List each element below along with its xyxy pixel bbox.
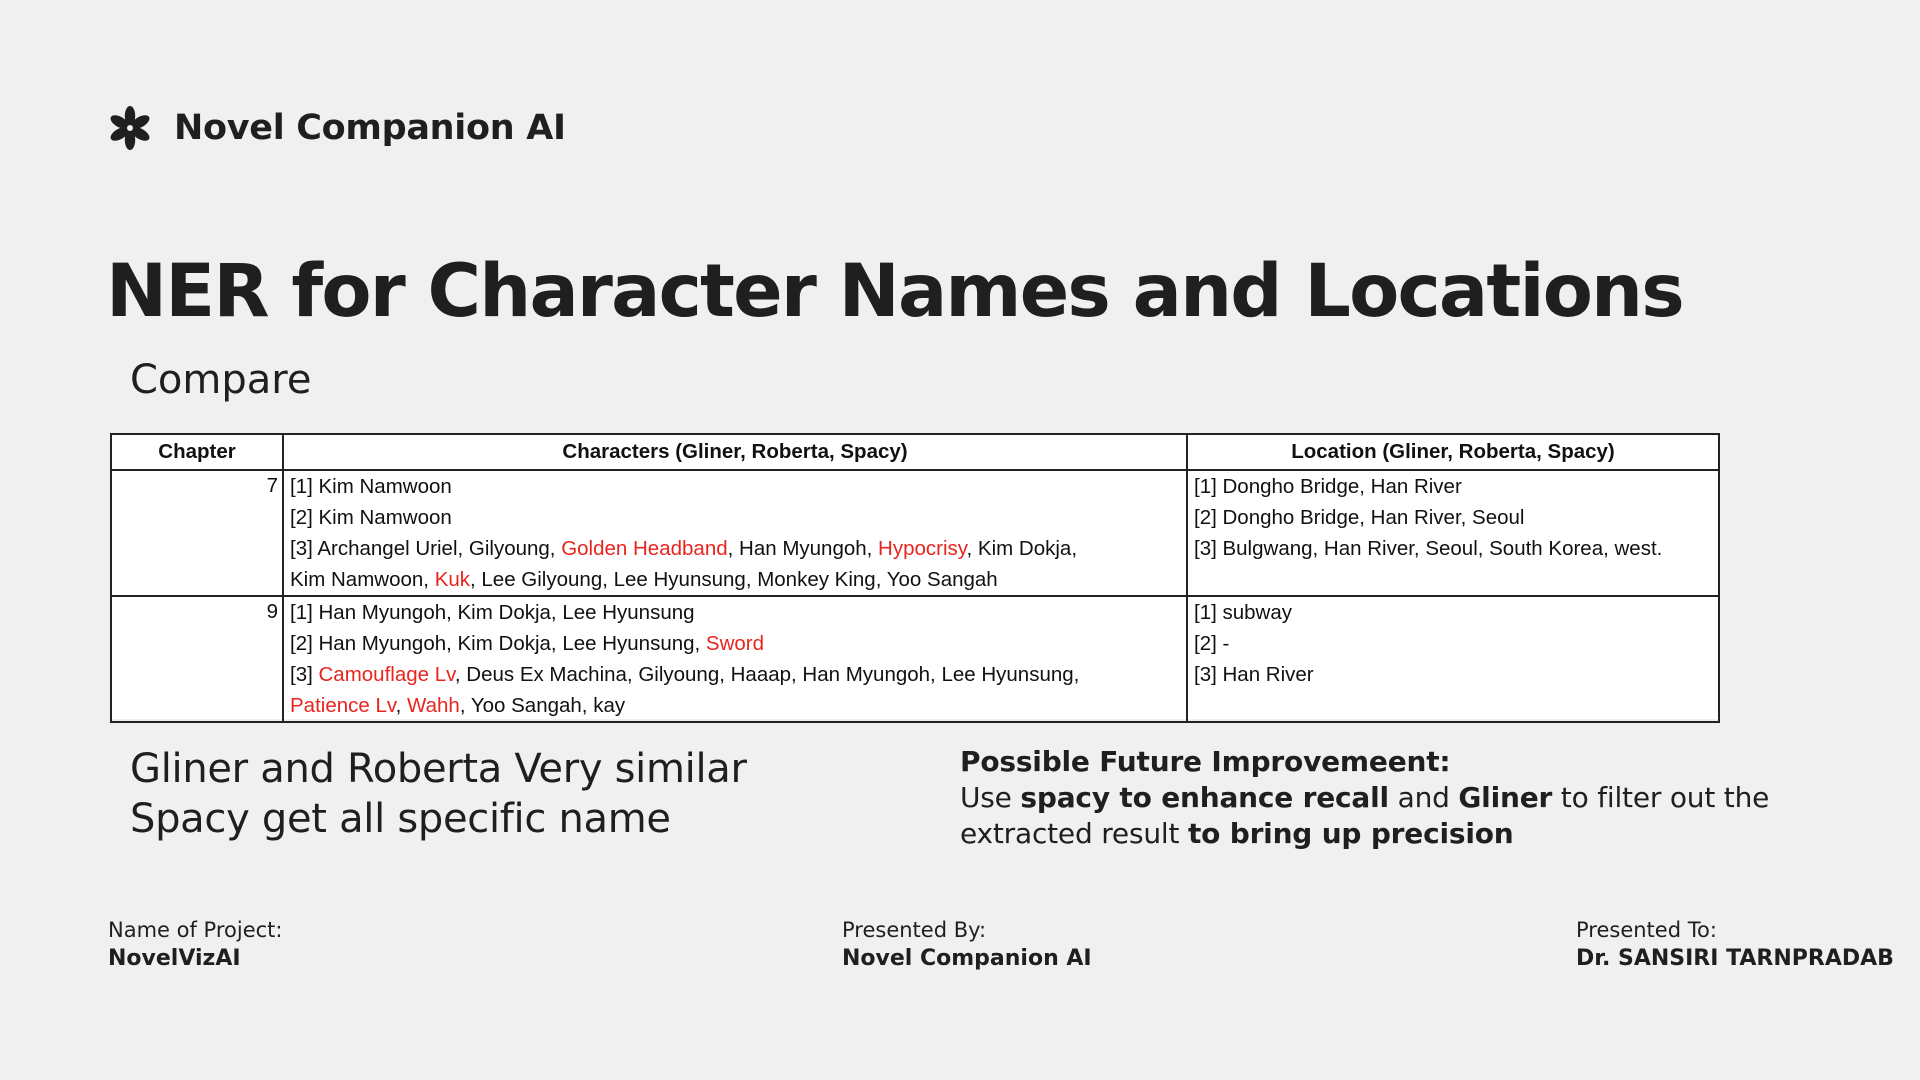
characters-line xyxy=(290,502,1180,533)
ner-comparison-table-image xyxy=(110,433,1718,719)
characters-cell xyxy=(283,470,1187,596)
characters-line xyxy=(290,659,1180,690)
brand-header xyxy=(106,104,566,152)
slide-title: NER for Character Names and Locations xyxy=(106,249,1683,334)
brand-name: Novel Companion AI xyxy=(174,108,566,148)
location-cell xyxy=(1187,596,1719,722)
entity-text: , Yoo Sangah, kay xyxy=(459,694,626,717)
entity-text: [3] Archangel Uriel, Gilyoung, xyxy=(290,537,562,560)
asterisk-flower-icon xyxy=(106,104,154,152)
false-positive-entity: Sword xyxy=(705,632,765,655)
ner-comparison-table xyxy=(110,433,1720,723)
location-line: [3] Han River xyxy=(1194,663,1314,686)
footer-presented-to-value: Dr. SANSIRI TARNPRADAB xyxy=(1576,946,1894,971)
location-line: [3] Bulgwang, Han River, Seoul, South Korea, west. xyxy=(1194,537,1663,560)
table-row xyxy=(111,470,1719,596)
characters-line xyxy=(290,690,1180,721)
header-characters: Characters (Gliner, Roberta, Spacy) xyxy=(283,434,1187,470)
false-positive-entity: Patience Lv xyxy=(290,694,396,717)
comparison-summary xyxy=(130,744,747,844)
entity-text: [2] Kim Namwoon xyxy=(290,506,452,529)
header-chapter: Chapter xyxy=(111,434,283,470)
footer-project-label: Name of Project: xyxy=(108,918,283,942)
characters-cell xyxy=(283,596,1187,722)
false-positive-entity: Golden Headband xyxy=(561,537,728,560)
characters-line xyxy=(290,471,1180,502)
entity-text: , Deus Ex Machina, Gilyoung, Haaap, Han Myungoh, Lee Hyunsung, xyxy=(454,663,1080,686)
entity-text: [3] xyxy=(290,663,319,686)
entity-text: Kim Namwoon, xyxy=(290,568,435,591)
emphasis-text: spacy to enhance recall xyxy=(1020,781,1389,814)
slide-subtitle: Compare xyxy=(130,357,312,403)
body-text: to filter out the xyxy=(1552,781,1770,814)
footer-presented-by xyxy=(842,916,1092,974)
characters-line xyxy=(290,597,1180,628)
summary-line: Gliner and Roberta Very similar xyxy=(130,746,747,792)
body-text: Use xyxy=(960,781,1021,814)
future-improvement-note xyxy=(960,744,1769,852)
summary-line: Spacy get all specific name xyxy=(130,796,671,842)
entity-text: [1] Kim Namwoon xyxy=(290,475,452,498)
improvement-line xyxy=(960,816,1769,852)
entity-text: , Kim Dokja, xyxy=(966,537,1078,560)
header-location: Location (Gliner, Roberta, Spacy) xyxy=(1187,434,1719,470)
location-line: [1] Dongho Bridge, Han River xyxy=(1194,475,1462,498)
improvement-heading: Possible Future Improvemeent: xyxy=(960,745,1451,778)
entity-text: , Lee Gilyoung, Lee Hyunsung, Monkey King, Yoo Sangah xyxy=(470,568,998,591)
improvement-line xyxy=(960,780,1769,816)
entity-text: , Han Myungoh, xyxy=(727,537,879,560)
chapter-cell: 7 xyxy=(111,470,283,596)
false-positive-entity: Kuk xyxy=(434,568,471,591)
body-text: and xyxy=(1388,781,1459,814)
footer-presented-to-label: Presented To: xyxy=(1576,918,1717,942)
false-positive-entity: Camouflage Lv xyxy=(318,663,455,686)
footer-presented-to xyxy=(1576,916,1894,974)
body-text: extracted result xyxy=(960,817,1188,850)
table-row xyxy=(111,596,1719,722)
false-positive-entity: Hypocrisy xyxy=(878,537,967,560)
footer-project xyxy=(108,916,282,974)
entity-text: , xyxy=(395,694,408,717)
location-cell xyxy=(1187,470,1719,596)
characters-line xyxy=(290,564,1180,595)
false-positive-entity: Wahh xyxy=(407,694,460,717)
entity-text: [2] Han Myungoh, Kim Dokja, Lee Hyunsung, xyxy=(290,632,706,655)
emphasis-text: to bring up precision xyxy=(1187,817,1514,850)
characters-line xyxy=(290,628,1180,659)
emphasis-text: Gliner xyxy=(1458,781,1553,814)
characters-line xyxy=(290,533,1180,564)
location-line: [2] - xyxy=(1194,632,1230,655)
chapter-cell: 9 xyxy=(111,596,283,722)
entity-text: [1] Han Myungoh, Kim Dokja, Lee Hyunsung xyxy=(290,601,695,624)
table-header-row xyxy=(111,434,1719,470)
footer-presented-by-value: Novel Companion AI xyxy=(842,946,1092,971)
location-line: [1] subway xyxy=(1194,601,1292,624)
footer-project-value: NovelVizAI xyxy=(108,946,241,971)
location-line: [2] Dongho Bridge, Han River, Seoul xyxy=(1194,506,1525,529)
footer-presented-by-label: Presented By: xyxy=(842,918,987,942)
